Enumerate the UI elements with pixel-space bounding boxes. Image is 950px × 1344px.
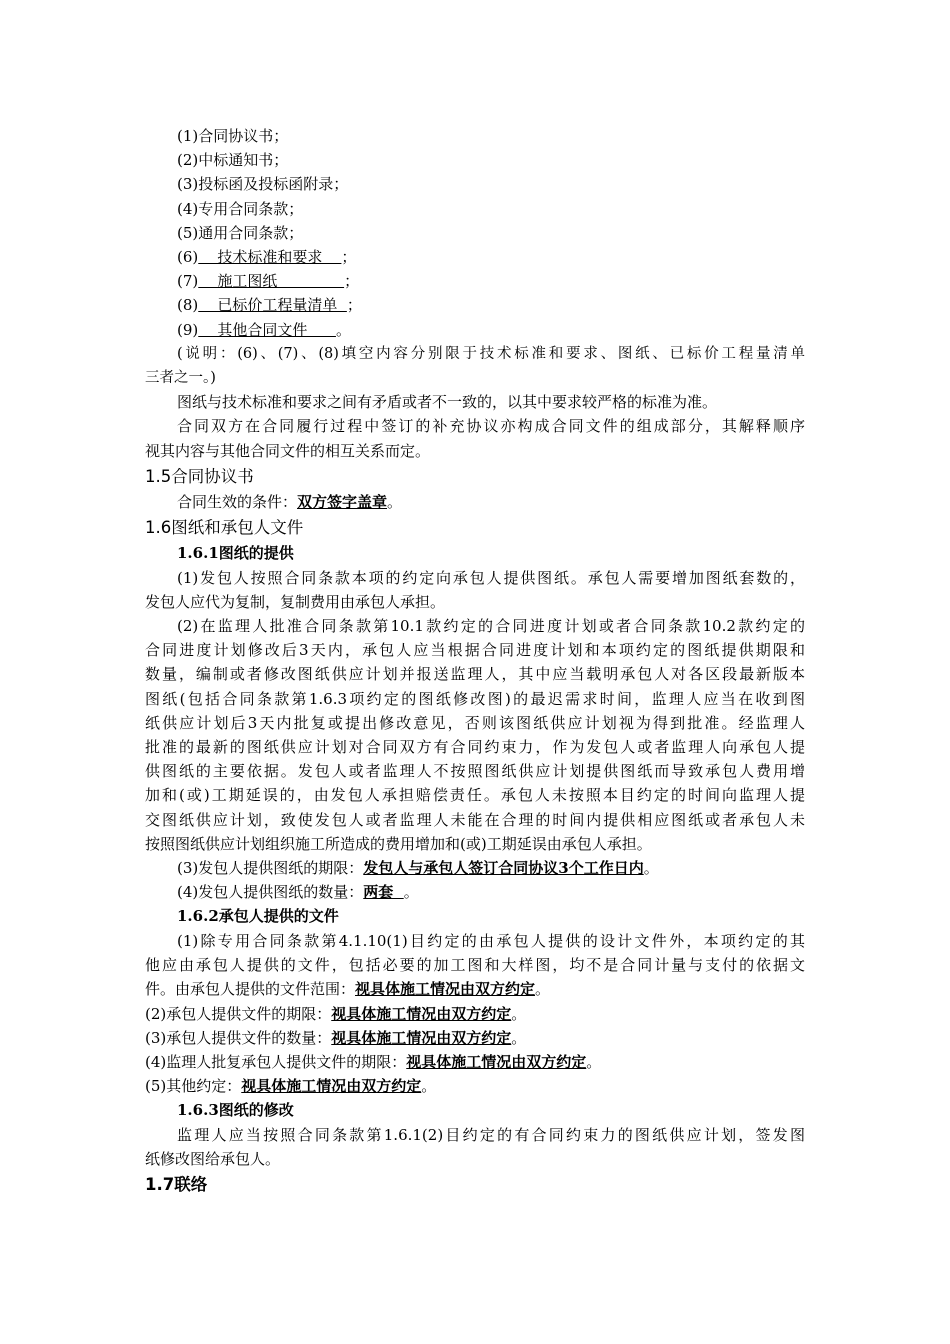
field-end: 。	[511, 1004, 527, 1023]
field-end: 。	[387, 492, 403, 511]
item-number: (3)	[177, 175, 199, 194]
s163-line-2: 纸修改图给承包人。	[145, 1150, 281, 1169]
contractor-doc-item	[145, 1026, 805, 1050]
s162-p1-line-2: 他应由承包人提供的文件，包括必要的加工图和大样图，均不是合同计量与支付的依据文	[145, 956, 805, 975]
field-value: 双方签字盖章	[297, 492, 388, 511]
list-item	[145, 148, 805, 172]
section-1-5-heading: 1.5合同协议书	[145, 466, 254, 486]
document-page	[145, 124, 805, 1199]
s161-p2	[145, 614, 805, 856]
item-text: 专用合同条款；	[198, 199, 304, 218]
filled-blank: 施工图纸	[198, 272, 345, 291]
s162-p1-line-3	[145, 977, 805, 1001]
contractor-doc-item	[145, 1002, 805, 1026]
item-text: 中标通知书；	[198, 151, 289, 170]
item-text: 合同协议书；	[198, 127, 289, 145]
list-item	[145, 172, 805, 196]
s161-p1-line-2: 发包人应代为复制，复制费用由承包人承担。	[145, 592, 446, 611]
effective-condition	[145, 490, 805, 514]
doc-list	[145, 124, 805, 342]
filled-blank: 其他合同文件	[198, 320, 336, 339]
field-label: (4)发包人提供图纸的数量：	[177, 883, 364, 902]
field-value: 视具体施工情况由双方约定	[406, 1052, 587, 1071]
section-1-6-3-heading: 1.6.3图纸的修改	[177, 1101, 294, 1120]
item-end: ；	[341, 248, 357, 267]
item-text: 通用合同条款；	[198, 223, 304, 242]
contractor-doc-item	[145, 1050, 805, 1074]
text-line: 批准的最新的图纸供应计划对合同双方有合同约束力，作为发包人或者监理人向承包人提	[145, 737, 805, 756]
field-label: (3)承包人提供文件的数量：	[145, 1028, 332, 1047]
list-item-filled	[145, 269, 805, 293]
field-label: (2)承包人提供文件的期限：	[145, 1004, 332, 1023]
paragraph-supplement-line-1: 合同双方在合同履行过程中签订的补充协议亦构成合同文件的组成部分，其解释顺序	[177, 417, 805, 436]
field-label: (4)监理人批复承包人提供文件的期限：	[145, 1052, 407, 1071]
list-item	[145, 197, 805, 221]
list-item-filled	[145, 318, 805, 342]
section-1-6-1-heading: 1.6.1图纸的提供	[177, 544, 294, 563]
field-label: 合同生效的条件：	[177, 492, 298, 511]
text-line: 供图纸的主要依据。发包人或者监理人不按照图纸供应计划提供图纸而导致承包人费用增	[145, 762, 805, 781]
field-value: 两套	[363, 883, 404, 902]
list-item-filled	[145, 245, 805, 269]
note-line-2: 三者之一。)	[145, 370, 216, 387]
field-value: 视具体施工情况由双方约定	[331, 1004, 512, 1023]
item-end: ；	[344, 272, 360, 291]
note-line-1: (说明：(6)、(7)、(8)填空内容分别限于技术标准和要求、图纸、已标价工程量清单	[177, 345, 805, 362]
drawing-quantity	[145, 880, 805, 904]
drawing-deadline	[145, 856, 805, 880]
list-item	[145, 221, 805, 245]
paragraph-supplement-line-2: 视其内容与其他合同文件的相互关系而定。	[145, 441, 431, 460]
field-value: 发包人与承包人签订合同协议3个工作日内	[363, 858, 644, 877]
field-label: (5)其他约定：	[145, 1077, 242, 1096]
field-end: 。	[535, 980, 551, 999]
item-number: (7)	[177, 272, 199, 291]
field-end: 。	[586, 1052, 602, 1071]
text-line: 数量，编制或者修改图纸供应计划并报送监理人，其中应当载明承包人对各区段最新版本	[145, 665, 805, 684]
item-text: 投标函及投标函附录；	[198, 175, 349, 194]
text-line: 加和(或)工期延误的，由发包人承担赔偿责任。承包人未按照本目约定的时间向监理人提	[145, 786, 805, 805]
text-line: 纸供应计划后3天内批复或提出修改意见，否则该图纸供应计划视为得到批准。经监理人	[145, 713, 805, 732]
paragraph-conflict: 图纸与技术标准和要求之间有矛盾或者不一致的，以其中要求较严格的标准为准。	[177, 393, 718, 412]
field-end: 。	[511, 1028, 527, 1047]
list-item-filled	[145, 293, 805, 317]
text-line: 按照图纸供应计划组织施工所造成的费用增加和(或)工期延误由承包人承担。	[145, 834, 652, 853]
field-end: 。	[421, 1077, 437, 1096]
section-1-7-heading: 1.7联络	[145, 1175, 208, 1195]
field-end: 。	[403, 883, 419, 902]
item-end: ；	[346, 296, 362, 315]
field-label: (3)发包人提供图纸的期限：	[177, 858, 364, 877]
field-value: 视具体施工情况由双方约定	[331, 1028, 512, 1047]
item-number: (8)	[177, 296, 199, 315]
field-label: 件。由承包人提供的文件范围：	[145, 980, 356, 999]
contractor-doc-item	[145, 1074, 805, 1098]
text-line: 合同进度计划修改后3天内，承包人应当根据合同进度计划和本项约定的图纸提供期限和	[145, 641, 805, 660]
s161-p1-line-1: (1)发包人按照合同条款本项的约定向承包人提供图纸。承包人需要增加图纸套数的，	[177, 568, 805, 587]
section-1-6-2-heading: 1.6.2承包人提供的文件	[177, 907, 339, 926]
text-line: (2)在监理人批准合同条款第10.1款约定的合同进度计划或者合同条款10.2款约定的	[177, 616, 805, 635]
text-line: 交图纸供应计划，致使发包人或者监理人未能在合理的时间内提供相应图纸或者承包人未	[145, 810, 805, 829]
text-line: 图纸(包括合同条款第1.6.3项约定的图纸修改图)的最迟需求时间，监理人应当在收到图	[145, 689, 805, 708]
field-value: 视具体施工情况由双方约定	[355, 980, 536, 999]
item-number: (4)	[177, 199, 199, 218]
item-number: (6)	[177, 248, 199, 267]
item-number: (5)	[177, 223, 199, 242]
field-end: 。	[643, 858, 659, 877]
s163-line-1: 监理人应当按照合同条款第1.6.1(2)目约定的有合同约束力的图纸供应计划，签发图	[177, 1125, 805, 1144]
item-number: (2)	[177, 151, 199, 170]
item-number: (1)	[177, 127, 199, 145]
item-end: 。	[335, 320, 351, 339]
s162-p1-line-1: (1)除专用合同条款第4.1.10(1)目约定的由承包人提供的设计文件外，本项约定的其	[177, 931, 805, 950]
filled-blank: 已标价工程量清单	[198, 296, 347, 315]
section-1-6-heading: 1.6图纸和承包人文件	[145, 518, 304, 538]
filled-blank: 技术标准和要求	[198, 248, 342, 267]
field-value: 视具体施工情况由双方约定	[241, 1077, 422, 1096]
item-number: (9)	[177, 320, 199, 339]
list-item	[145, 124, 805, 148]
